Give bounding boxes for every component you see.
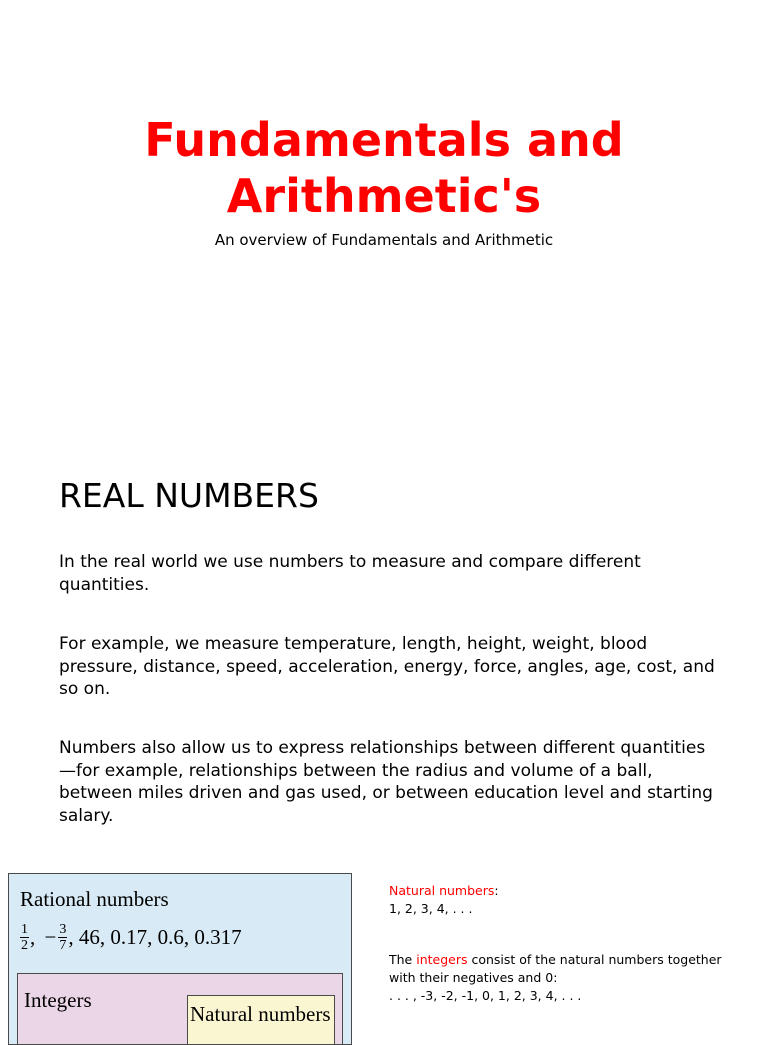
- fraction-numerator: 1: [21, 922, 28, 937]
- minus-sign: −: [44, 925, 57, 949]
- slide-subtitle: An overview of Fundamentals and Arithmetic: [214, 231, 554, 249]
- fraction-three-sevenths: [58, 922, 67, 953]
- integers-term: integers: [416, 952, 468, 967]
- natural-numbers-heading: [389, 882, 734, 900]
- natural-numbers-definition: [389, 882, 734, 918]
- fraction-numerator: 3: [59, 922, 67, 937]
- natural-numbers-label: Natural numbers: [190, 1002, 331, 1026]
- slide-title-line1: Fundamentals and: [144, 113, 624, 167]
- natural-numbers-term: Natural numbers: [389, 883, 495, 898]
- number-sets-diagram: [8, 873, 352, 1045]
- integers-suffix: consist of the natural numbers together with their negatives and 0:: [389, 952, 726, 985]
- paragraph-examples: For example, we measure temperature, length, height, weight, blood pressure, distance, speed, acceleration, energy, force, angles, age, cost, and so on.: [59, 634, 715, 699]
- natural-numbers-values: 1, 2, 3, 4, . . .: [389, 901, 473, 916]
- slide-title-line2: Arithmetic's: [226, 169, 542, 223]
- rational-examples: [19, 922, 242, 953]
- integers-definition: [389, 951, 734, 1005]
- fraction-one-half: [20, 922, 29, 953]
- section-heading: REAL NUMBERS: [59, 476, 319, 515]
- colon: :: [494, 883, 499, 898]
- paragraph-intro: In the real world we use numbers to measure and compare different quantities.: [59, 552, 641, 595]
- paragraph-relationships: Numbers also allow us to express relationships between different quantities—for example, relationships between the radius and volume of a ball, between miles driven and gas used, or between education level and starting salary.: [59, 738, 713, 826]
- rational-values-rest: , 46, 0.17, 0.6, 0.317: [68, 925, 242, 949]
- integers-prefix: The: [389, 952, 417, 967]
- rational-numbers-label: Rational numbers: [20, 887, 169, 911]
- comma-separator: ,: [30, 925, 41, 949]
- fraction-denominator: 7: [59, 938, 67, 953]
- integers-label: Integers: [24, 988, 92, 1012]
- natural-numbers-set-box: [187, 995, 335, 1045]
- integers-sentence: [389, 951, 734, 987]
- integers-set-box: [17, 973, 343, 1045]
- fraction-denominator: 2: [21, 938, 28, 953]
- integers-values: . . . , -3, -2, -1, 0, 1, 2, 3, 4, . . .: [389, 988, 582, 1003]
- slide-title: [0, 112, 768, 224]
